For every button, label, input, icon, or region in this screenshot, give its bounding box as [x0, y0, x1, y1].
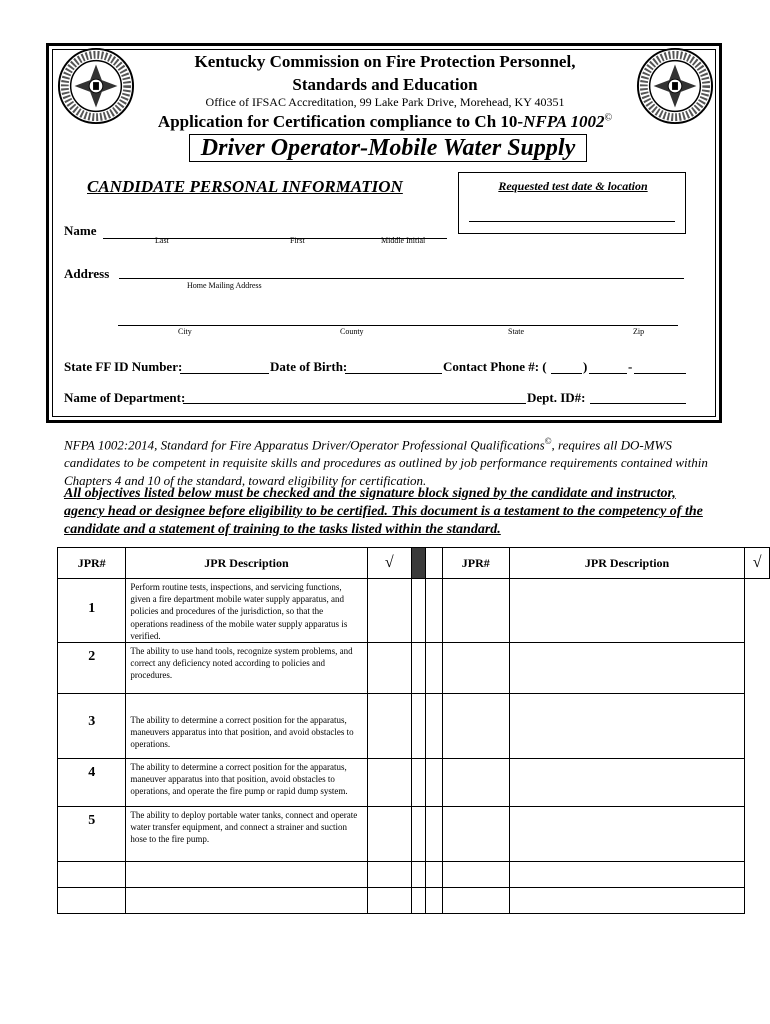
dept-id-field[interactable] [590, 403, 686, 404]
jpr-number: 4 [58, 759, 126, 807]
jpr-number-right [425, 694, 442, 759]
application-heading: Application for Certification compliance to Ch 10-NFPA 1002© [157, 112, 613, 131]
jpr-number-right [425, 643, 442, 694]
phone-prefix-field[interactable] [589, 373, 627, 374]
jpr-number-right [425, 807, 442, 862]
jpr-description: The ability to use hand tools, recognize system problems, and correct any deficiency noted according to policies and procedures. [126, 643, 367, 694]
jpr-check-cell-right[interactable] [509, 694, 744, 759]
dob-field[interactable] [345, 373, 442, 374]
department-label: Name of Department: [64, 390, 186, 405]
jpr-description-right [442, 643, 509, 694]
jpr-description-right [442, 807, 509, 862]
address-sub-state: State [508, 327, 524, 336]
jpr-number [58, 888, 126, 914]
name-sub-last: Last [155, 236, 169, 245]
header-jpr-desc-left: JPR Description [126, 548, 367, 579]
jpr-check-cell[interactable] [367, 888, 411, 914]
department-field[interactable] [183, 403, 526, 404]
name-sub-first: First [290, 236, 305, 245]
jpr-number-right [425, 759, 442, 807]
name-label: Name [64, 223, 97, 238]
jpr-description-right [442, 759, 509, 807]
divider-column [412, 548, 426, 579]
table-row [58, 888, 770, 914]
spacer-col [425, 548, 442, 579]
jpr-number: 2 [58, 643, 126, 694]
jpr-number [58, 862, 126, 888]
address-city-field[interactable] [118, 325, 678, 326]
spacer-cell [412, 579, 426, 643]
spacer-cell [412, 862, 426, 888]
jpr-description: The ability to deploy portable water tanks, connect and operate water transfer equipment, and connect a strainer and suction hose to the fire pump. [126, 807, 367, 862]
jpr-number: 3 [58, 694, 126, 759]
spacer-cell [412, 643, 426, 694]
address-sub-home: Home Mailing Address [187, 281, 262, 290]
header-jpr-num-left: JPR# [58, 548, 126, 579]
jpr-table [57, 547, 770, 914]
jpr-number: 5 [58, 807, 126, 862]
org-name-line1: Kentucky Commission on Fire Protection Personnel, [194, 52, 576, 71]
phone-label: Contact Phone #: ( [443, 359, 547, 374]
jpr-number-right [425, 888, 442, 914]
address-field[interactable] [119, 278, 684, 279]
jpr-description: Perform routine tests, inspections, and servicing functions, given a fire department mobile water supply apparatus, and policies and procedures of the jurisdiction, so that the operations readiness of the mobile water supply apparatus is verified. [126, 579, 367, 643]
jpr-check-cell[interactable] [367, 759, 411, 807]
jpr-number-right [425, 579, 442, 643]
jpr-number-right [425, 862, 442, 888]
phone-close-paren: ) [583, 359, 588, 374]
jpr-check-cell-right[interactable] [509, 888, 744, 914]
header-check-left: √ [367, 548, 411, 579]
jpr-check-cell-right[interactable] [509, 759, 744, 807]
jpr-description-right [442, 579, 509, 643]
phone-dash: - [628, 359, 633, 374]
dept-id-label: Dept. ID#: [527, 390, 586, 405]
name-sub-middle: Middle Initial [381, 236, 426, 245]
jpr-check-cell[interactable] [367, 862, 411, 888]
section-title-personal: CANDIDATE PERSONAL INFORMATION [87, 177, 403, 196]
table-row [58, 862, 770, 888]
header-jpr-desc-right: JPR Description [509, 548, 744, 579]
requested-test-label: Requested test date & location [498, 179, 648, 193]
jpr-check-cell-right[interactable] [509, 579, 744, 643]
spacer-cell [412, 759, 426, 807]
jpr-check-cell[interactable] [367, 694, 411, 759]
address-sub-zip: Zip [633, 327, 645, 336]
jpr-check-cell[interactable] [367, 807, 411, 862]
jpr-number: 1 [58, 579, 126, 643]
spacer-cell [412, 807, 426, 862]
requested-test-box [458, 172, 686, 234]
jpr-header-row [58, 548, 770, 579]
table-row [58, 643, 770, 694]
spacer-cell [412, 694, 426, 759]
jpr-check-cell-right[interactable] [509, 807, 744, 862]
ffid-field[interactable] [180, 373, 269, 374]
address-sub-county: County [340, 327, 364, 336]
jpr-check-cell-right[interactable] [509, 862, 744, 888]
requested-test-field[interactable] [469, 221, 675, 222]
jpr-description [126, 888, 367, 914]
jpr-description: The ability to determine a correct position for the apparatus, maneuver apparatus into that position, avoid obstacles to operations, and operate the fire pump or rapid dump system. [126, 759, 367, 807]
jpr-description-right [442, 694, 509, 759]
table-row [58, 807, 770, 862]
table-row [58, 579, 770, 643]
phone-line-field[interactable] [634, 373, 686, 374]
jpr-description-right [442, 888, 509, 914]
ffid-label: State FF ID Number: [64, 359, 183, 374]
jpr-description-right [442, 862, 509, 888]
jpr-check-cell-right[interactable] [509, 643, 744, 694]
org-name-line2: Standards and Education [292, 75, 478, 94]
address-label: Address [64, 266, 110, 281]
phone-area-field[interactable] [551, 373, 582, 374]
jpr-check-cell[interactable] [367, 643, 411, 694]
form-title: Driver Operator-Mobile Water Supply [189, 134, 587, 162]
jpr-check-cell[interactable] [367, 579, 411, 643]
jpr-description [126, 862, 367, 888]
table-row [58, 694, 770, 759]
office-address: Office of IFSAC Accreditation, 99 Lake Park Drive, Morehead, KY 40351 [205, 95, 565, 109]
dob-label: Date of Birth: [270, 359, 348, 374]
address-sub-city: City [178, 327, 192, 336]
objectives-notice: All objectives listed below must be checked and the signature block signed by the candidate and instructor, agency head or designee before eligibility to be certified. This document is a testament to the competency of the candidate and a statement of training to the tasks listed within the standard. [64, 486, 703, 537]
standard-paragraph: NFPA 1002:2014, Standard for Fire Apparatus Driver/Operator Professional Qualifications©, requires all DO-MWS candidates to be competent in requisite skills and procedures as outlined by job performance requirements contained within Chapters 4 and 10 of the standard, toward eligibility for certification. [64, 436, 708, 489]
header-jpr-num-right: JPR# [442, 548, 509, 579]
table-row [58, 759, 770, 807]
spacer-cell [412, 888, 426, 914]
header-check-right: √ [745, 548, 770, 579]
jpr-description: The ability to determine a correct position for the apparatus, maneuvers apparatus into that position, and avoid obstacles to operations. [126, 694, 367, 759]
